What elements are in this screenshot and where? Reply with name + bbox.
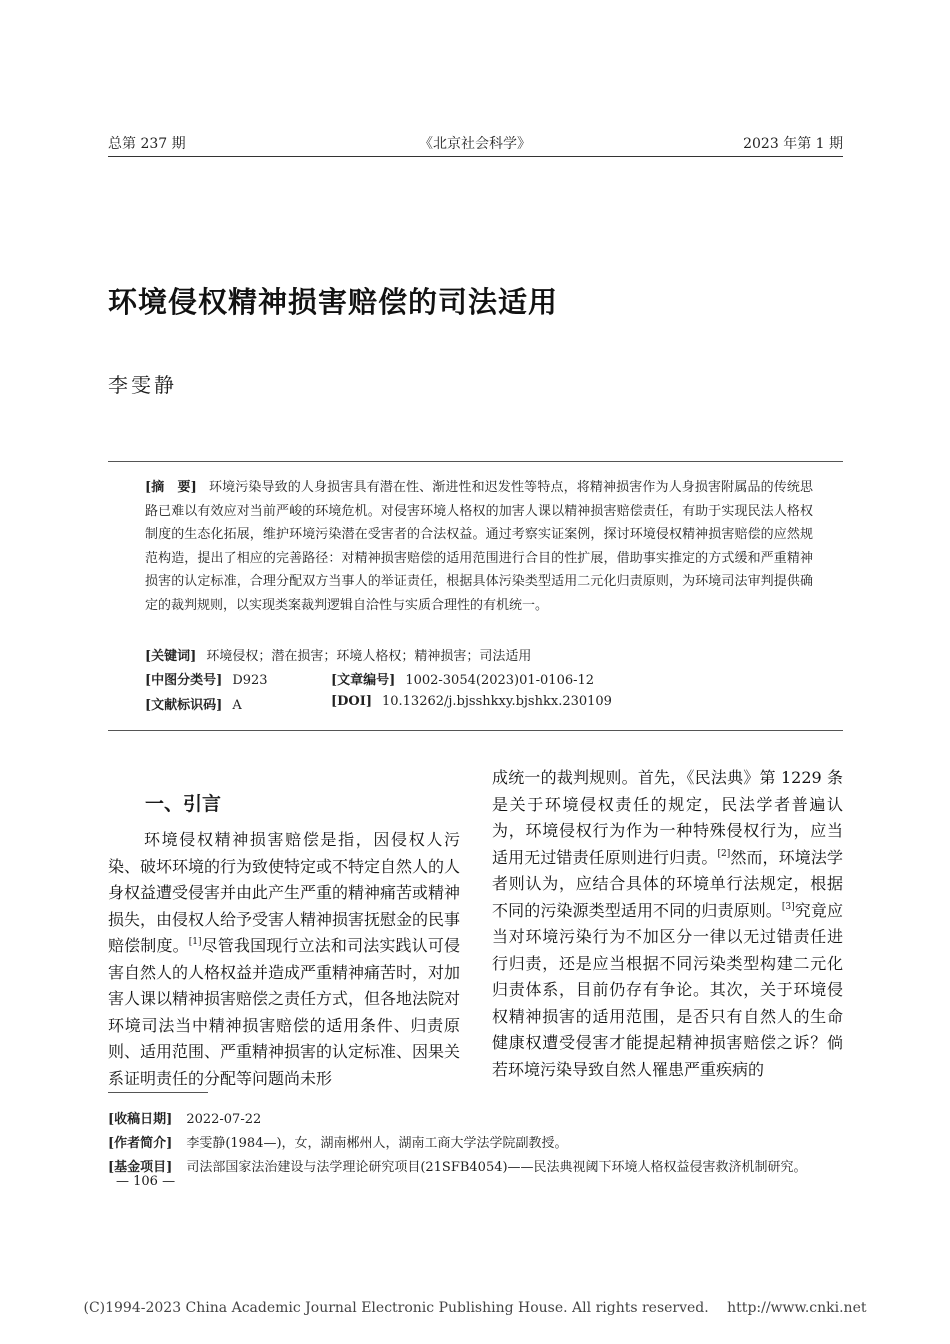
author-bio-value: 李雯静(1984—)，女，湖南郴州人，湖南工商大学法学院副教授。 — [186, 1136, 568, 1151]
footnote-rule — [108, 1092, 208, 1093]
body-text: 尽管我国现行立法和司法实践认可侵害自然人的人格权益并造成严重精神痛苦时，对加害人课以精神损害赔偿之责任方式，但各地法院对环境司法当中精神损害赔偿的适用条件、归责原则、适用范围、严重精神损害的认定标准、因果关系证明责任的分配等问题尚未形 — [108, 936, 461, 1088]
footnote-received — [108, 1108, 261, 1127]
doi-label: [DOI] — [331, 694, 372, 709]
author-bio-label: [作者简介] — [108, 1136, 173, 1151]
body-left-column — [108, 827, 460, 1092]
section-heading: 一、引言 — [145, 793, 222, 815]
keywords-label: [关键词] — [145, 649, 197, 664]
body-text: 成统一的裁判规则。首先，《民法典》第 1229 条是关于环境侵权责任的规定，民法学者普遍认为，环境侵权行为作为一种特殊侵权行为，应当适用无过错责任原则进行归责。 — [492, 768, 843, 867]
header-journal: 《北京社会科学》 — [419, 136, 531, 152]
header-rule — [108, 156, 843, 157]
citation-1: [1] — [188, 937, 202, 947]
abstract-text: 环境污染导致的人身损害具有潜在性、渐进性和迟发性等特点，将精神损害作为人身损害附属品的传统思路已难以有效应对当前严峻的环境危机。对侵害环境人格权的加害人课以精神损害赔偿责任，有助于实现民法人格权制度的生态化拓展，维护环境污染潜在受害者的合法权益。通过考察实证案例，探讨环境侵权精神损害赔偿的应然规范构造，提出了相应的完善路径：对精神损害赔偿的适用范围进行合目的性扩展，借助事实推定的方式缓和严重精神损害的认定标准，合理分配双方当事人的举证责任，根据具体污染类型适用二元化归责原则，为环境司法审判提供确定的裁判规则，以实现类案裁判逻辑自洽性与实质合理性的有机统一。 — [145, 480, 813, 613]
article-title: 环境侵权精神损害赔偿的司法适用 — [108, 285, 559, 319]
fund-value: 司法部国家法治建设与法学理论研究项目(21SFB4054)——民法典视阈下环境人格权益侵害救济机制研究。 — [186, 1160, 807, 1175]
body-text: 然而，环境法学者则认为，应结合具体的环境单行法规定，根据不同的污染源类型适用不同的归责原则。 — [492, 847, 843, 920]
article-number-value: 1002-3054(2023)01-0106-12 — [405, 673, 595, 688]
header-issue-total: 总第 237 期 — [108, 136, 186, 152]
document-code-value: A — [232, 698, 242, 713]
doi-value: 10.13262/j.bjsshkxy.bjshkx.230109 — [381, 694, 612, 709]
document-code — [145, 694, 242, 713]
clc-label: [中图分类号] — [145, 673, 223, 688]
body-right-column — [492, 765, 843, 1083]
citation-3: [3] — [781, 901, 795, 912]
article-author: 李雯静 — [108, 373, 177, 397]
clc — [145, 669, 268, 688]
footnote-fund — [108, 1156, 807, 1175]
copyright-footer: (C)1994-2023 China Academic Journal Electronic Publishing House. All rights reserved. http://www.cnki.net — [83, 1300, 867, 1316]
abstract-bottom-rule — [108, 730, 843, 731]
received-label: [收稿日期] — [108, 1112, 173, 1127]
keywords — [145, 645, 531, 664]
body-text: 究竟应当对环境污染行为不加区分一律以无过错责任进行归责，还是应当根据不同污染类型构建二元化归责体系，目前仍存有争论。其次，关于环境侵权精神损害的适用范围，是否只有自然人的生命健康权遭受侵害才能提起精神损害赔偿之诉？倘若环境污染导致自然人罹患严重疾病的 — [492, 900, 843, 1079]
abstract-label: [摘 要] — [145, 480, 197, 495]
clc-value: D923 — [232, 673, 268, 688]
article-number — [331, 669, 594, 688]
footnote-author — [108, 1132, 568, 1151]
received-value: 2022-07-22 — [186, 1112, 262, 1127]
abstract — [145, 476, 813, 618]
fund-label: [基金项目] — [108, 1160, 173, 1175]
document-code-label: [文献标识码] — [145, 698, 223, 713]
abstract-top-rule — [108, 461, 843, 462]
keywords-text: 环境侵权；潜在损害；环境人格权；精神损害；司法适用 — [206, 649, 532, 664]
citation-2: [2] — [717, 848, 731, 859]
body-text: 环境侵权精神损害赔偿是指，因侵权人污染、破坏环境的行为致使特定或不特定自然人的人身权益遭受侵害并由此产生严重的精神痛苦或精神损失，由侵权人给予受害人精神损害抚慰金的民事赔偿制度。 — [108, 830, 461, 955]
header-issue: 2023 年第 1 期 — [743, 136, 843, 152]
doi — [331, 694, 612, 709]
article-number-label: [文章编号] — [331, 673, 396, 688]
page-number: — 106 — — [116, 1174, 176, 1189]
